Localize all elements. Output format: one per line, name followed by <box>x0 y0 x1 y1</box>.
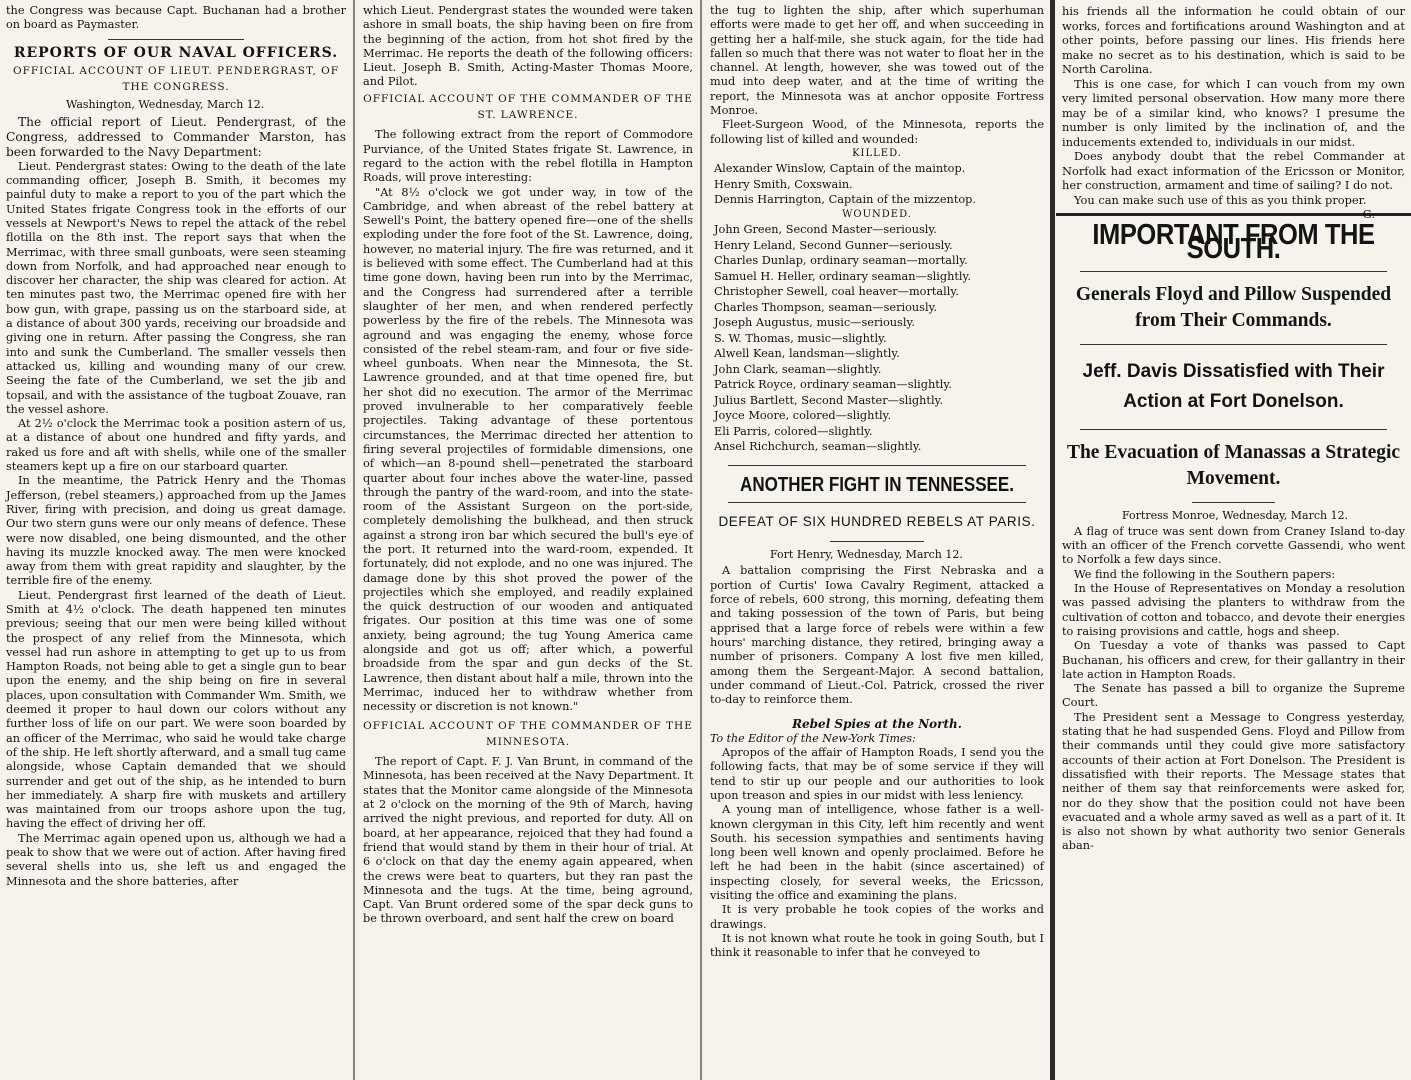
wounded-item: John Clark, seaman—slightly. <box>714 362 882 376</box>
divider <box>1080 429 1387 430</box>
wounded-item: Joseph Augustus, music—seriously. <box>714 316 915 330</box>
column-3 <box>704 0 1050 1080</box>
divider <box>1080 271 1387 272</box>
col3-subheadline: DEFEAT OF SIX HUNDRED REBELS AT PARIS. <box>718 513 1036 529</box>
killed-item: Alexander Winslow, Captain of the maintop. <box>714 162 966 176</box>
column-rule <box>700 0 702 1080</box>
col4-paragraph: On Tuesday a vote of thanks was passed to Capt Buchanan, his officers and crew, for their gallantry in their late action in Hampton Roads. <box>1062 639 1405 681</box>
wounded-list <box>710 222 1044 455</box>
col1-paragraph: The official report of Lieut. Pendergrast, of the Congress, addressed to Commander Marston, has been forwarded to the Navy Department: <box>6 114 346 159</box>
col2-heading1-line2: ST. LAWRENCE. <box>477 109 579 122</box>
col3-paragraph: A young man of intelligence, whose father is a well-known clergyman in this City, left him recently and went South. his secession sympathies and sentiments having long been well known and openly proclaimed. Before he left he had been in the habit (since ascertained) of inspecting closely, for several weeks, the Ericsson, visiting the office and examining the plans. <box>710 803 1044 902</box>
col1-paragraph: At 2½ o'clock the Merrimac took a position astern of us, at a distance of about one hundred and fifty yards, and raked us fore and aft with shells, while one of the smaller steamers kept up a fire on our starboard quarter. <box>6 417 346 474</box>
col1-heading: REPORTS OF OUR NAVAL OFFICERS. <box>13 44 339 61</box>
col2-paragraph: which Lieut. Pendergrast states the wounded were taken ashore in small boats, the ship having been on fire from the beginning of the action, from hot shot fired by the Merrimac. He reports the death of the following officers: Lieut. Joseph B. Smith, Acting-Master Thomas Moore, and Pilot. <box>363 4 693 89</box>
killed-item: Henry Smith, Coxswain. <box>714 177 853 191</box>
col3-spies-heading: Rebel Spies at the North. <box>792 717 962 732</box>
col1-paragraph: Lieut. Pendergrast first learned of the death of Lieut. Smith at 4½ o'clock. The death happened ten minutes previous; seeing that our men were being killed without the prospect of any relief from the Minnesota, which vessel had run ashore in attempting to get up to us from Hampton Roads, not being able to get a single gun to bear upon the enemy, and the ship being on fire in several places, upon consultation with Commander Wm. Smith, we deemed it proper to haul down our colors without any further loss of life on our part. We were soon boarded by an officer of the Merrimac, who said he would take charge of the ship. He left shortly afterward, and a small tug came alongside, whose Captain demanded that we should surrender and get out of the ship, as he intended to burn her immediately. A sharp fire with muskets and artillery was maintained from our troops ashore upon the tug, having the effect of driving her off. <box>6 588 346 831</box>
col3-headline: ANOTHER FIGHT IN TENNESSEE. <box>740 473 1014 496</box>
col4-deck-1: Generals Floyd and Pillow Suspended from Their Commands. <box>1075 283 1392 331</box>
wounded-item: Alwell Kean, landsman—slightly. <box>714 347 900 361</box>
col3-paragraph: A battalion comprising the First Nebraska and a portion of Curtis' Iowa Cavalry Regiment, attacked a force of rebels, 600 strong, this morning, defeating them and taking possession of the town of Paris, but being apprised that a large force of rebels were within a few hours' marching distance, they retired, bringing away a number of prisoners. Company A lost five men killed, among them the Sergeant-Major. A second battalion, under command of Lieut.-Col. Patrick, crossed the river to-day to reinforce them. <box>710 564 1044 707</box>
col3-paragraph: Apropos of the affair of Hampton Roads, I send you the following facts, that may be of some service if they will tend to stir up our people and our authorities to look upon treason and spies in our midst with less leniency. <box>710 746 1044 802</box>
divider <box>830 541 924 542</box>
wounded-item: Ansel Richchurch, seaman—slightly. <box>714 440 922 454</box>
col4-paragraph: In the House of Representatives on Monday a resolution was passed advising the planters to withdraw from the cultivation of cotton and tobacco, and devote their energies to raising provisions and cattle, hogs and sheep. <box>1062 582 1405 638</box>
col2-paragraph: The report of Capt. F. J. Van Brunt, in command of the Minnesota, has been received at the Navy Department. It states that the Monitor came alongside of the Minnesota at 2 o'clock on the morning of the 9th of March, having arrived the night previous, and reported for duty. All on board, at her appearance, rejoiced that they had found a friend that would stand by them in their hour of trial. At 6 o'clock on that day the enemy again appeared, when the crews were beat to quarters, but they ran past the Minnesota and the tugs. At the time, being aground, Capt. Van Brunt ordered some of the spar deck guns to be thrown overboard, and sent half the crew on board <box>363 755 693 926</box>
wounded-item: Samuel H. Heller, ordinary seaman—slightly. <box>714 269 971 283</box>
col1-paragraph: In the meantime, the Patrick Henry and the Thomas Jefferson, (rebel steamers,) approached from up the James River, firing with precision, and doing us great damage. Our two stern guns were our only means of defence. These were now disabled, one being dismounted, and the other having its muzzle knocked away. The men were knocked away from them with great rapidity and slaughter, by the terrible fire of the enemy. <box>6 474 346 588</box>
divider <box>728 465 1026 466</box>
col1-dateline: Washington, Wednesday, March 12. <box>66 98 265 112</box>
col2-heading2-line2: MINNESOTA. <box>485 735 571 748</box>
col4-paragraph: A flag of truce was sent down from Craney Island to-day with an officer of the French corvette Gassendi, who went to Norfolk a few days since. <box>1062 524 1405 567</box>
col4-paragraph: This is one case, for which I can vouch from my own very limited personal observation. How many more there may be of a similar kind, who knows? I presume the number is only limited by the inclination of, and the inducements extended to, individuals in our midst. <box>1062 76 1405 149</box>
col4-deck-3: The Evacuation of Manassas a Strategic Movement. <box>1066 441 1401 489</box>
col3-editor-line: To the Editor of the New-York Times: <box>710 731 916 745</box>
divider <box>1192 502 1275 503</box>
col2-paragraph: The following extract from the report of Commodore Purviance, of the United States frigate St. Lawrence, in regard to the action with the rebel flotilla in Hampton Roads, will prove interesting: <box>363 128 693 185</box>
col3-dateline: Fort Henry, Wednesday, March 12. <box>770 548 963 562</box>
col4-paragraph <box>1062 192 1405 221</box>
col1-subheading-line2: THE CONGRESS. <box>122 81 230 94</box>
col1-paragraph: Lieut. Pendergrast states: Owing to the death of the late commanding officer, Joseph B. Smith, it becomes my painful duty to make a report to you of the part which the United States frigate Congress took in the efforts of our vessels at Newport's News to repel the attack of the rebel flotilla on the 8th inst. The report says that when the Merrimac, with three small gunboats, were seen steaming down from Norfolk, and had approached near enough to discover her character, the ship was cleared for action. At ten minutes past two, the Merrimac opened fire with her bow gun, with grape, passing us on the starboard side, at a distance of about 300 yards, receiving our broadside and giving one in return. After passing the Congress, she ran into and sunk the Cumberland. The smaller vessels then attacked us, killing and wounding many of our crew. Seeing the fate of the Cumberland, we set the jib and topsail, and with the assistance of the tugboat Zouave, ran the vessel ashore. <box>6 159 346 416</box>
col4-paragraph: We find the following in the Southern papers: <box>1074 567 1336 581</box>
killed-list <box>710 161 1044 208</box>
wounded-item: Patrick Royce, ordinary seaman—slightly. <box>714 378 952 392</box>
divider <box>728 502 1026 503</box>
col4-headline: IMPORTANT FROM THE SOUTH. <box>1092 219 1375 266</box>
wounded-item: Henry Leland, Second Gunner—seriously. <box>714 238 953 252</box>
col4-paragraph: The President sent a Message to Congress yesterday, stating that he had suspended Gens. Floyd and Pillow from their commands until they could give more satisfactory accounts of their action at Fort Donelson. The President is dissatisfied with their reports. The Message states that neither of them say that reinforcements were asked for, nor do they show that the position could not have been evacuated and a whole army saved as well as a part of it. It is also not shown by what authority two senior Generals aban- <box>1062 710 1405 853</box>
wounded-item: Julius Bartlett, Second Master—slightly. <box>714 393 944 407</box>
col3-paragraph: Fleet-Surgeon Wood, of the Minnesota, reports the following list of killed and wounded: <box>710 118 1044 146</box>
col3-paragraph: It is very probable he took copies of the works and drawings. <box>710 903 1044 931</box>
col4-letter-end <box>1062 4 1405 221</box>
killed-item: Dennis Harrington, Captain of the mizzentop. <box>714 193 976 207</box>
divider <box>1080 344 1387 345</box>
wounded-item: Charles Dunlap, ordinary seaman—mortally. <box>714 254 968 268</box>
col4-closing: You can make such use of this as you think proper. <box>1074 192 1367 207</box>
column-1 <box>0 0 352 1080</box>
col4-signature: G. <box>1362 207 1375 221</box>
col1-intro: the Congress was because Capt. Buchanan had a brother on board as Paymaster. <box>6 4 346 32</box>
col4-paragraph: The Senate has passed a bill to organize the Supreme Court. <box>1062 682 1405 710</box>
killed-label: KILLED. <box>852 147 902 159</box>
wounded-item: Charles Thompson, seaman—seriously. <box>714 300 938 314</box>
col4-paragraph: his friends all the information he could obtain of our works, forces and fortifications around Washington and at other points, before passing our lines. His friends here make no secret as to his destination, which is said to be North Carolina. <box>1062 4 1405 76</box>
col4-deck-2: Jeff. Davis Dissatisfied with Their Action at Fort Donelson. <box>1082 360 1385 412</box>
column-2 <box>357 0 699 1080</box>
wounded-item: S. W. Thomas, music—slightly. <box>714 331 887 345</box>
column-rule <box>1050 0 1055 1080</box>
column-rule <box>353 0 355 1080</box>
col1-paragraph: The Merrimac again opened upon us, although we had a peak to show that we were out of action. After having fired several shells into us, she left us and engaged the Minnesota and the shore batteries, after <box>6 831 346 888</box>
col1-subheading-line1: OFFICIAL ACCOUNT OF LIEUT. PENDERGRAST, OF <box>12 64 340 77</box>
divider <box>108 39 244 40</box>
col3-paragraph: It is not known what route he took in going South, but I think it reasonable to infer that he conveyed to <box>710 931 1044 960</box>
wounded-item: Joyce Moore, colored—slightly. <box>714 409 892 423</box>
col4-paragraph: Does anybody doubt that the rebel Commander at Norfolk had exact information of the Ericsson or Monitor, her construction, armament and time of sailing? I do not. <box>1062 149 1405 192</box>
col3-paragraph: the tug to lighten the ship, after which superhuman efforts were made to get her off, and when succeeding in getting her a half-mile, she stuck again, for the tide had fallen so much that there was not water to float her in the channel. At length, however, she was towed out of the mud into deep water, and at the time of writing the report, the Minnesota was at anchor opposite Fortress Monroe. <box>710 4 1044 118</box>
col2-paragraph: "At 8½ o'clock we got under way, in tow of the Cambridge, and when abreast of the rebel battery at Sewell's Point, the battery opened fire—one of the shells exploding under the fore foot of the St. Lawrence, doing, however, no material injury. The fire was returned, and it is believed with some effect. The Cumberland had at this time gone down, having been run into by the Merrimac, and the Congress had surrendered after a terrible slaughter of her men, and when rendered perfectly powerless by the fire of the rebels. The Minnesota was aground and was engaging the enemy, whose force consisted of the rebel steam-ram, and four or five side-wheel gunboats. When near the Minnesota, the St. Lawrence grounded, and at that time opened fire, but her shot did no execution. The armor of the Merrimac proved invulnerable to her comparatively feeble projectiles. Taking advantage of these portentous circumstances, the Merrimac directed her attention to firing several projectiles of formidable dimensions, one of which—an 8-pound shell—penetrated the starboard quarter about four inches above the water-line, passed through the pantry of the ward-room, and into the state-room of the Assistant Surgeon on the port-side, completely demolishing the bulkhead, and then struck against a strong iron bar which secured the bull's eye of the port. It returned into the ward-room, expended. It fortunately, did not explode, and no one was injured. The damage done by this shot proved the power of the projectiles which she employed, and readily explained the quick destruction of our wooden and antiquated frigates. Our position at this time was one of some anxiety, being aground; the tug Young America came alongside and got us off; after which, a powerful broadside from the spar and gun decks of the St. Lawrence, then distant about half a mile, thrown into the Merrimac, induced her to withdraw whether from necessity or discretion is not known." <box>363 185 693 714</box>
col2-heading2-line1: OFFICIAL ACCOUNT OF THE COMMANDER OF THE <box>363 719 693 732</box>
wounded-item: Eli Parris, colored—slightly. <box>714 424 873 438</box>
wounded-item: Christopher Sewell, coal heaver—mortally. <box>714 285 959 299</box>
col2-heading1-line1: OFFICIAL ACCOUNT OF THE COMMANDER OF THE <box>363 92 693 105</box>
wounded-item: John Green, Second Master—seriously. <box>714 223 937 237</box>
column-4 <box>1056 0 1411 1080</box>
wounded-label: WOUNDED. <box>842 208 912 220</box>
col4-dateline: Fortress Monroe, Wednesday, March 12. <box>1122 508 1349 522</box>
